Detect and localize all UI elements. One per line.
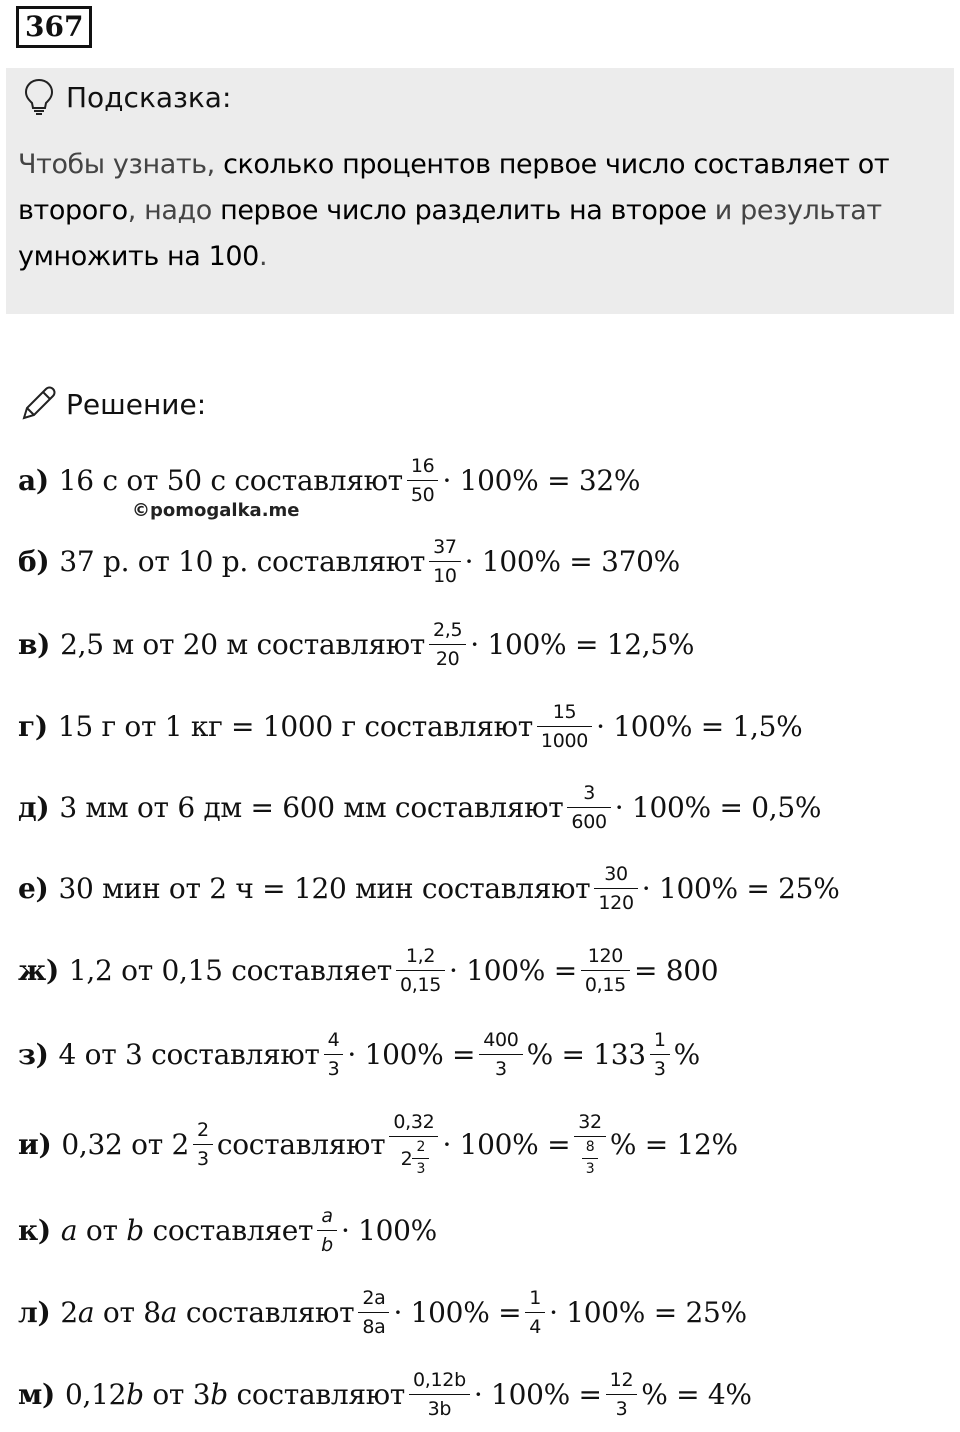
solution-line-e: е) 30 мин от 2 ч = 120 мин составляют $\frac{30}{120}$ · 100% = 25% [18, 862, 840, 914]
fraction: $\frac{15}{1000}$ [539, 701, 590, 752]
solution-line-a: а) 16 с от 50 с составляют $\frac{16}{50}$ · 100% = 32% [18, 454, 641, 506]
fraction: 0,32 2 $\frac{2}{3}$ [391, 1111, 436, 1177]
pencil-icon [18, 384, 58, 424]
hint-title: Подсказка: [66, 80, 232, 114]
fraction: $\frac{2,5}{20}$ [431, 619, 464, 670]
solution-line-d: д) 3 мм от 6 дм = 600 мм составляют $\frac{3}{600}$ · 100% = 0,5% [18, 781, 822, 833]
problem-number: 367 [16, 6, 92, 48]
solution-title: Решение: [66, 387, 207, 421]
fraction: $\frac{37}{10}$ [431, 536, 459, 587]
fraction: $\frac{a}{b}$ [319, 1205, 335, 1256]
solution-line-m: м) 0,12 b от 3 b составляют $\frac{0,12b}{3b}$ · 100% = $\frac{12}{3}$ % = 4% [18, 1368, 752, 1420]
hint-box [6, 68, 954, 314]
fraction: $\frac{1,2}{0,15}$ [398, 945, 443, 996]
lightbulb-icon [24, 78, 54, 116]
solution-line-l: л) 2 a от 8 a составляют $\frac{2a}{8a}$ · 100% = $\frac{1}{4}$ · 100% = 25% [18, 1286, 747, 1338]
hint-header [24, 78, 231, 116]
solution-line-i: и) 0,32 от 2 $\frac{2}{3}$ составляют 0,32 2 $\frac{2}{3}$ · 100% = $\frac{32}{\frac{8}{3}}$ % = 12% [18, 1111, 738, 1177]
solution-header [18, 384, 206, 424]
fraction: $\frac{30}{120}$ [596, 863, 635, 914]
fraction: $\frac{2}{3}$ [195, 1119, 211, 1170]
solution-line-zh: ж) 1,2 от 0,15 составляет $\frac{1,2}{0,15}$ · 100% = $\frac{120}{0,15}$ = 800 [18, 944, 719, 996]
fraction: $\frac{16}{50}$ [409, 455, 437, 506]
watermark: ©pomogalka.me [132, 500, 300, 521]
fraction: $\frac{2a}{8a}$ [360, 1287, 387, 1338]
fraction: $\frac{0,12b}{3b}$ [411, 1369, 468, 1420]
solution-line-b: б) 37 р. от 10 р. составляют $\frac{37}{10}$ · 100% = 370% [18, 535, 680, 587]
solution-line-g: г) 15 г от 1 кг = 1000 г составляют $\frac{15}{1000}$ · 100% = 1,5% [18, 700, 803, 752]
solution-line-z: з) 4 от 3 составляют $\frac{4}{3}$ · 100% = $\frac{400}{3}$ % = 133 $\frac{1}{3}$ % [18, 1028, 700, 1080]
fraction: $\frac{32}{\frac{8}{3}}$ [576, 1111, 604, 1177]
fraction: $\frac{4}{3}$ [326, 1029, 342, 1080]
fraction: $\frac{1}{3}$ [652, 1029, 668, 1080]
fraction: $\frac{120}{0,15}$ [583, 945, 628, 996]
fraction: $\frac{1}{4}$ [527, 1287, 543, 1338]
solution-line-v: в) 2,5 м от 20 м составляют $\frac{2,5}{20}$ · 100% = 12,5% [18, 618, 695, 670]
hint-text: Чтобы узнать, сколько процентов первое число составляет от второго, надо первое число разделить на второе и результат умножить на 100. [18, 149, 890, 272]
fraction: $\frac{400}{3}$ [481, 1029, 520, 1080]
solution-line-k: к) a от b составляет $\frac{a}{b}$ · 100% [18, 1204, 437, 1256]
fraction: $\frac{12}{3}$ [608, 1369, 636, 1420]
fraction: $\frac{3}{600}$ [569, 782, 608, 833]
